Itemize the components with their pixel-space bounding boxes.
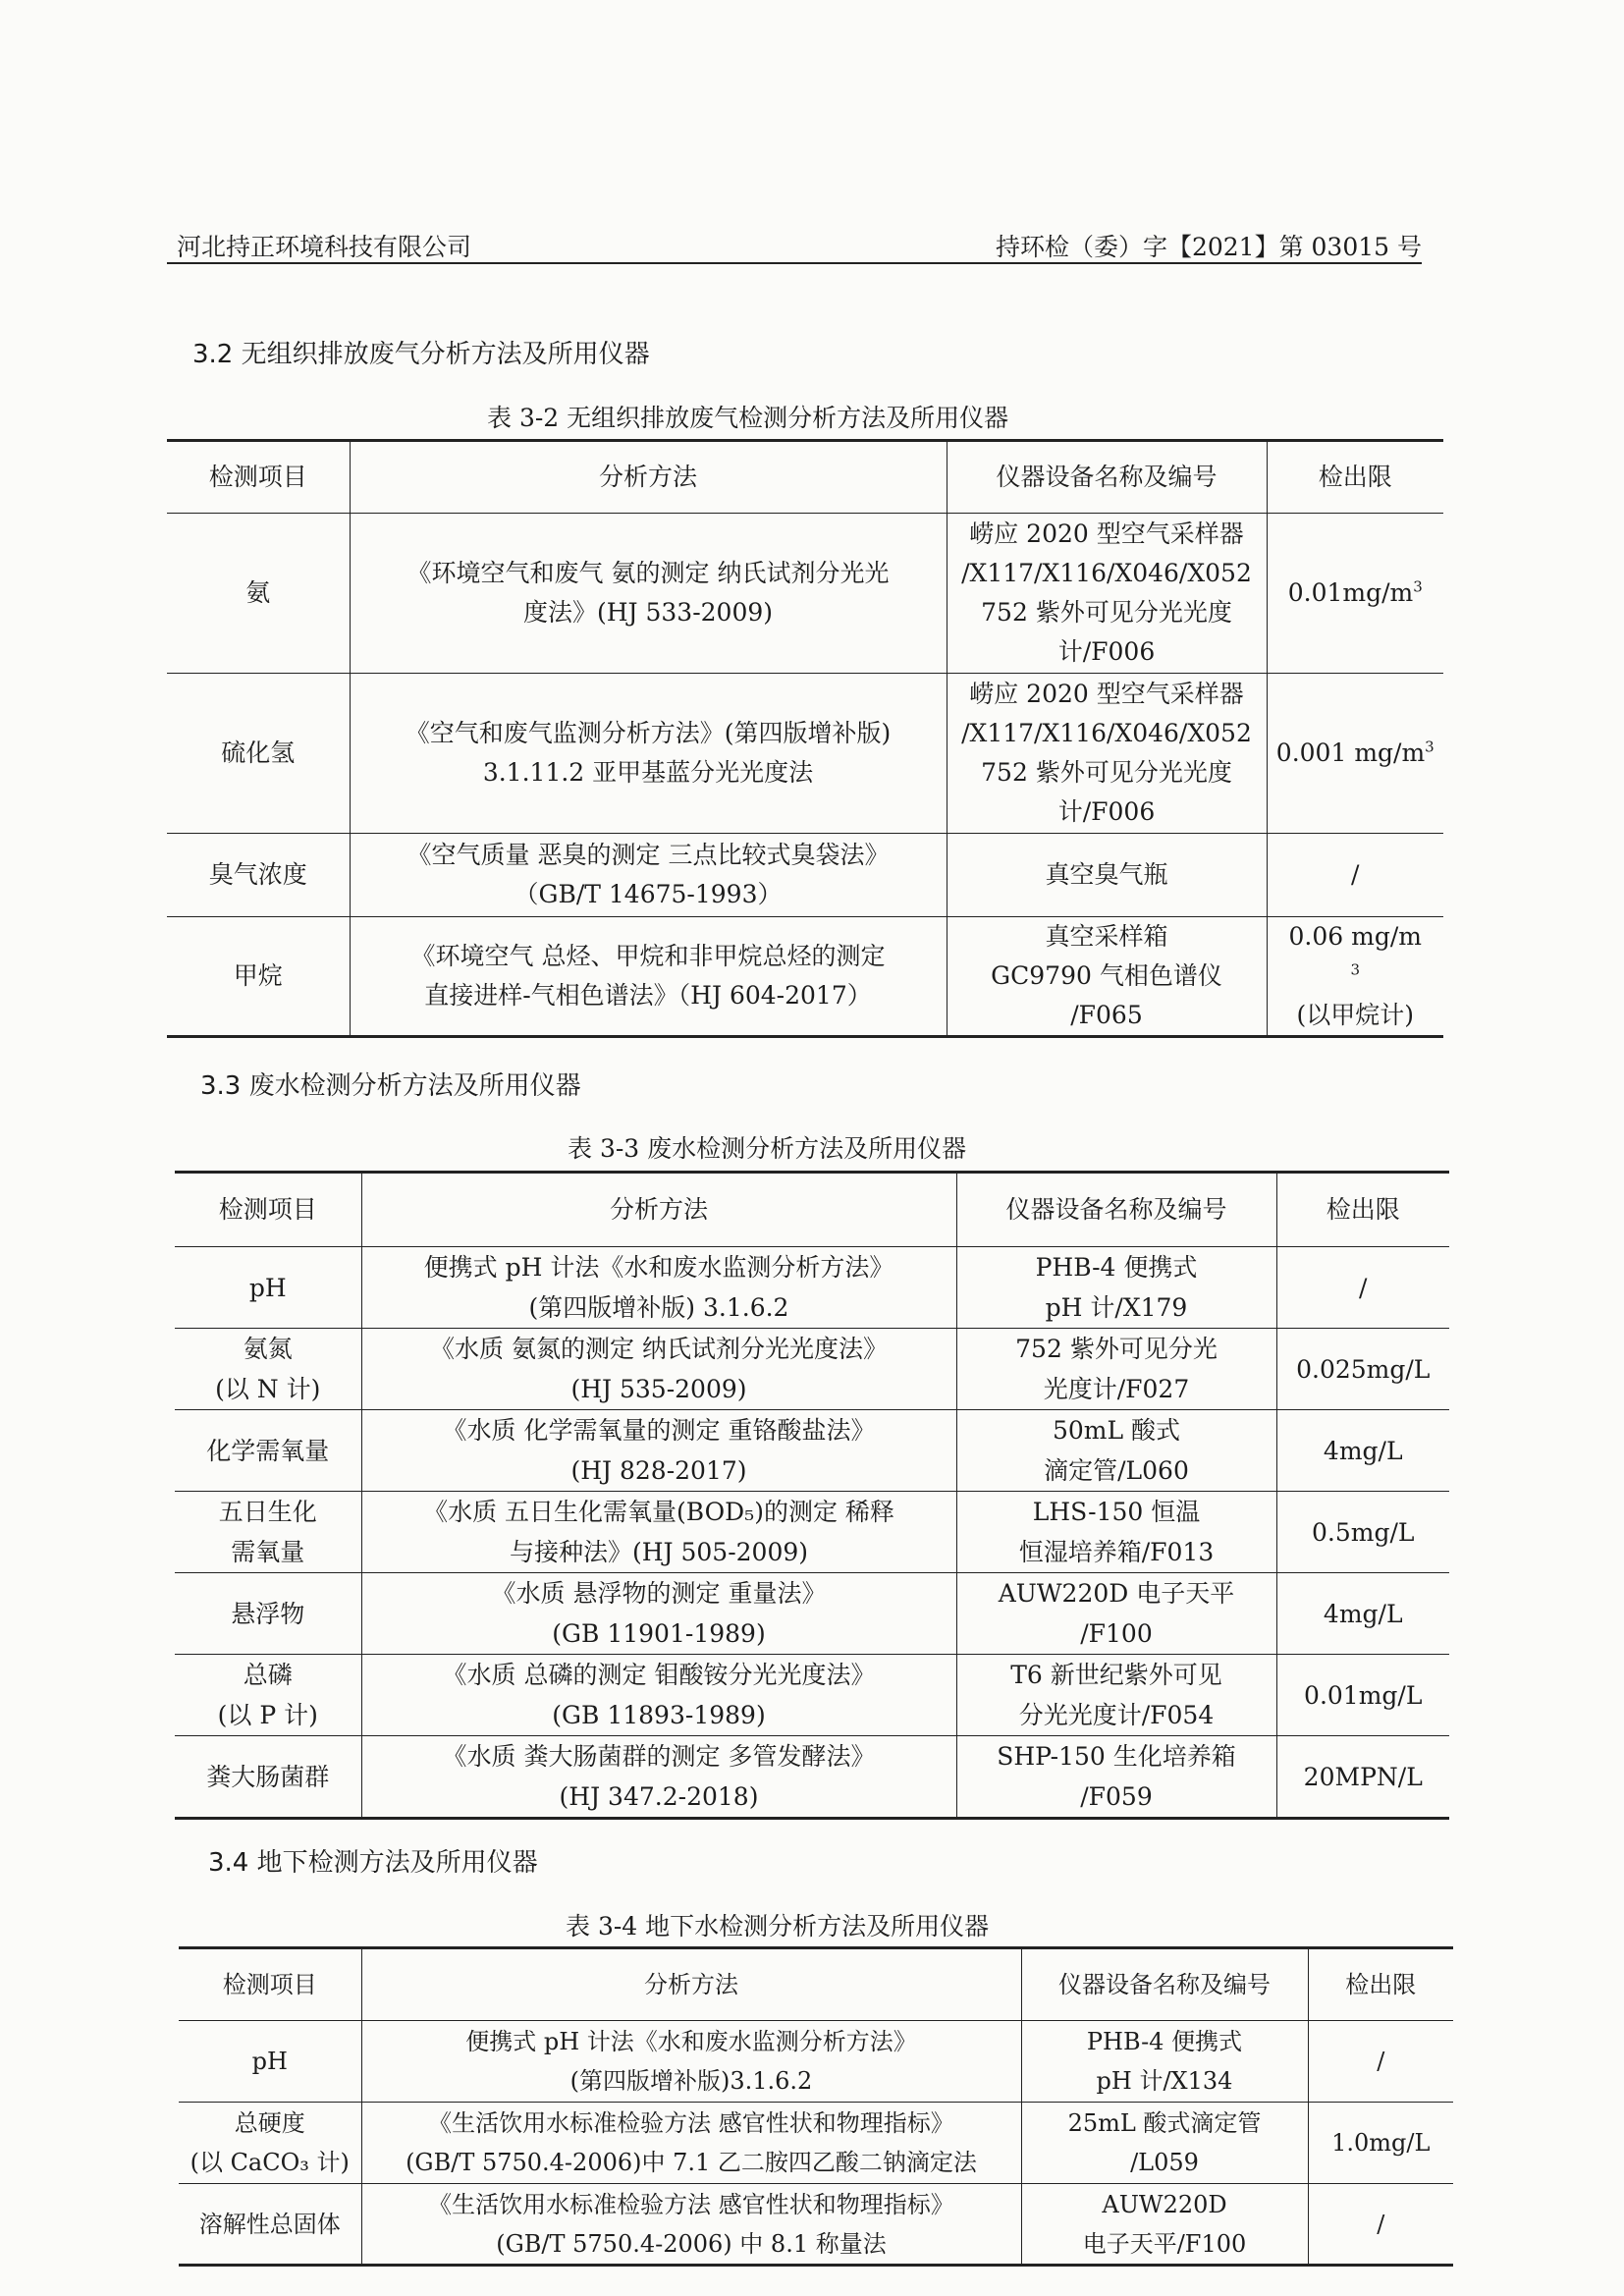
item-cell: 总磷 (以 P 计) bbox=[175, 1655, 361, 1736]
item-cell: 臭气浓度 bbox=[167, 834, 350, 917]
limit-cell: 0.001 $mg/m^3$ bbox=[1267, 674, 1443, 834]
method-cell: 《空气质量 恶臭的测定 三点比较式臭袋法》 （GB/T 14675-1993） bbox=[350, 834, 947, 917]
item-cell: 悬浮物 bbox=[175, 1573, 361, 1655]
header-cell: 分析方法 bbox=[350, 441, 947, 514]
equipment-cell: AUW220D 电子天平 /F100 bbox=[956, 1573, 1276, 1655]
header-rule bbox=[167, 262, 1422, 264]
table-row bbox=[179, 2103, 1453, 2184]
limit-cell: 0.01mg/L bbox=[1276, 1655, 1449, 1736]
limit-cell: / bbox=[1276, 1247, 1449, 1329]
method-cell: 便携式 pH 计法《水和废水监测分析方法》 (第四版增补版) 3.1.6.2 bbox=[361, 1247, 956, 1329]
equipment-cell: 崂应 2020 型空气采样器 /X117/X116/X046/X052 752 紫外可见分光光度 计/F006 bbox=[947, 514, 1267, 674]
section-title-3-3: 3.3 废水检测分析方法及所用仪器 bbox=[200, 1071, 581, 1101]
company-name: 河北持正环境科技有限公司 bbox=[177, 233, 472, 261]
equipment-cell: 25mL 酸式滴定管 /L059 bbox=[1021, 2103, 1308, 2184]
header-cell: 检测项目 bbox=[179, 1948, 361, 2021]
table-row bbox=[175, 1329, 1449, 1410]
limit-cell: $0.01mg/m^3$ bbox=[1267, 514, 1443, 674]
item-cell: 甲烷 bbox=[167, 917, 350, 1037]
method-cell: 便携式 pH 计法《水和废水监测分析方法》 (第四版增补版)3.1.6.2 bbox=[361, 2021, 1021, 2103]
equipment-cell: T6 新世纪紫外可见 分光光度计/F054 bbox=[956, 1655, 1276, 1736]
section-title-3-2: 3.2 无组织排放废气分析方法及所用仪器 bbox=[192, 340, 650, 369]
method-cell: 《空气和废气监测分析方法》(第四版增补版) 3.1.11.2 亚甲基蓝分光光度法 bbox=[350, 674, 947, 834]
method-cell: 《水质 粪大肠菌群的测定 多管发酵法》 (HJ 347.2-2018) bbox=[361, 1736, 956, 1819]
table-row bbox=[175, 1492, 1449, 1573]
method-cell: 《水质 悬浮物的测定 重量法》 (GB 11901-1989) bbox=[361, 1573, 956, 1655]
header-cell: 仪器设备名称及编号 bbox=[947, 441, 1267, 514]
table-row bbox=[175, 1573, 1449, 1655]
limit-cell: 1.0mg/L bbox=[1308, 2103, 1453, 2184]
table-row bbox=[175, 1655, 1449, 1736]
limit-cell: 0.025mg/L bbox=[1276, 1329, 1449, 1410]
table-row bbox=[167, 917, 1443, 1037]
item-cell: 氨氮 (以 N 计) bbox=[175, 1329, 361, 1410]
item-cell: 硫化氢 bbox=[167, 674, 350, 834]
table-row bbox=[175, 1410, 1449, 1492]
equipment-cell: 崂应 2020 型空气采样器 /X117/X116/X046/X052 752 紫外可见分光光度 计/F006 bbox=[947, 674, 1267, 834]
header-cell: 仪器设备名称及编号 bbox=[956, 1173, 1276, 1247]
report-number: 持环检（委）字【2021】第 03015 号 bbox=[995, 233, 1422, 261]
table-3-4 bbox=[179, 1946, 1453, 2267]
item-cell: 粪大肠菌群 bbox=[175, 1736, 361, 1819]
header-cell: 检出限 bbox=[1267, 441, 1443, 514]
method-cell: 《环境空气 总烃、甲烷和非甲烷总烃的测定 直接进样-气相色谱法》（HJ 604-2017） bbox=[350, 917, 947, 1037]
table-row bbox=[167, 514, 1443, 674]
table-3-3 bbox=[175, 1171, 1449, 1820]
header-cell: 检出限 bbox=[1308, 1948, 1453, 2021]
table-row bbox=[179, 2184, 1453, 2266]
equipment-cell: PHB-4 便携式 pH 计/X134 bbox=[1021, 2021, 1308, 2103]
table-row bbox=[167, 674, 1443, 834]
equipment-cell: 752 紫外可见分光 光度计/F027 bbox=[956, 1329, 1276, 1410]
item-cell: 化学需氧量 bbox=[175, 1410, 361, 1492]
table-caption-3-2: 表 3-2 无组织排放废气检测分析方法及所用仪器 bbox=[487, 404, 1009, 432]
item-cell: 氨 bbox=[167, 514, 350, 674]
limit-cell: 4mg/L bbox=[1276, 1573, 1449, 1655]
equipment-cell: SHP-150 生化培养箱 /F059 bbox=[956, 1736, 1276, 1819]
limit-cell: / bbox=[1308, 2021, 1453, 2103]
method-cell: 《环境空气和废气 氨的测定 纳氏试剂分光光 度法》(HJ 533-2009) bbox=[350, 514, 947, 674]
limit-cell: 0.5mg/L bbox=[1276, 1492, 1449, 1573]
method-cell: 《水质 总磷的测定 钼酸铵分光光度法》 (GB 11893-1989) bbox=[361, 1655, 956, 1736]
equipment-cell: 50mL 酸式 滴定管/L060 bbox=[956, 1410, 1276, 1492]
limit-cell: 0.06 mg/m $^3$ (以甲烷计) bbox=[1267, 917, 1443, 1037]
method-cell: 《生活饮用水标准检验方法 感官性状和物理指标》 (GB/T 5750.4-2006)中 7.1 乙二胺四乙酸二钠滴定法 bbox=[361, 2103, 1021, 2184]
item-cell: 五日生化 需氧量 bbox=[175, 1492, 361, 1573]
item-cell: pH bbox=[175, 1247, 361, 1329]
equipment-cell: 真空采样箱 GC9790 气相色谱仪 /F065 bbox=[947, 917, 1267, 1037]
table-row bbox=[179, 2021, 1453, 2103]
limit-cell: 20MPN/L bbox=[1276, 1736, 1449, 1819]
header-cell: 分析方法 bbox=[361, 1173, 956, 1247]
table-caption-3-3: 表 3-3 废水检测分析方法及所用仪器 bbox=[568, 1134, 967, 1163]
method-cell: 《水质 五日生化需氧量(BOD₅)的测定 稀释 与接种法》(HJ 505-2009) bbox=[361, 1492, 956, 1573]
item-cell: 总硬度 (以 CaCO₃ 计) bbox=[179, 2103, 361, 2184]
table-3-2 bbox=[167, 439, 1443, 1038]
item-cell: pH bbox=[179, 2021, 361, 2103]
header-cell: 检测项目 bbox=[175, 1173, 361, 1247]
equipment-cell: LHS-150 恒温 恒湿培养箱/F013 bbox=[956, 1492, 1276, 1573]
table-row bbox=[175, 1247, 1449, 1329]
method-cell: 《水质 氨氮的测定 纳氏试剂分光光度法》 (HJ 535-2009) bbox=[361, 1329, 956, 1410]
item-cell: 溶解性总固体 bbox=[179, 2184, 361, 2266]
limit-cell: 4mg/L bbox=[1276, 1410, 1449, 1492]
header-cell: 检测项目 bbox=[167, 441, 350, 514]
table-row bbox=[175, 1736, 1449, 1819]
table-row bbox=[167, 834, 1443, 917]
section-title-3-4: 3.4 地下检测方法及所用仪器 bbox=[208, 1848, 538, 1878]
header-cell: 检出限 bbox=[1276, 1173, 1449, 1247]
limit-cell: / bbox=[1308, 2184, 1453, 2266]
method-cell: 《水质 化学需氧量的测定 重铬酸盐法》 (HJ 828-2017) bbox=[361, 1410, 956, 1492]
limit-cell: / bbox=[1267, 834, 1443, 917]
header-cell: 仪器设备名称及编号 bbox=[1021, 1948, 1308, 2021]
equipment-cell: 真空臭气瓶 bbox=[947, 834, 1267, 917]
equipment-cell: AUW220D 电子天平/F100 bbox=[1021, 2184, 1308, 2266]
method-cell: 《生活饮用水标准检验方法 感官性状和物理指标》 (GB/T 5750.4-2006) 中 8.1 称量法 bbox=[361, 2184, 1021, 2266]
table-caption-3-4: 表 3-4 地下水检测分析方法及所用仪器 bbox=[566, 1912, 990, 1941]
header-cell: 分析方法 bbox=[361, 1948, 1021, 2021]
equipment-cell: PHB-4 便携式 pH 计/X179 bbox=[956, 1247, 1276, 1329]
